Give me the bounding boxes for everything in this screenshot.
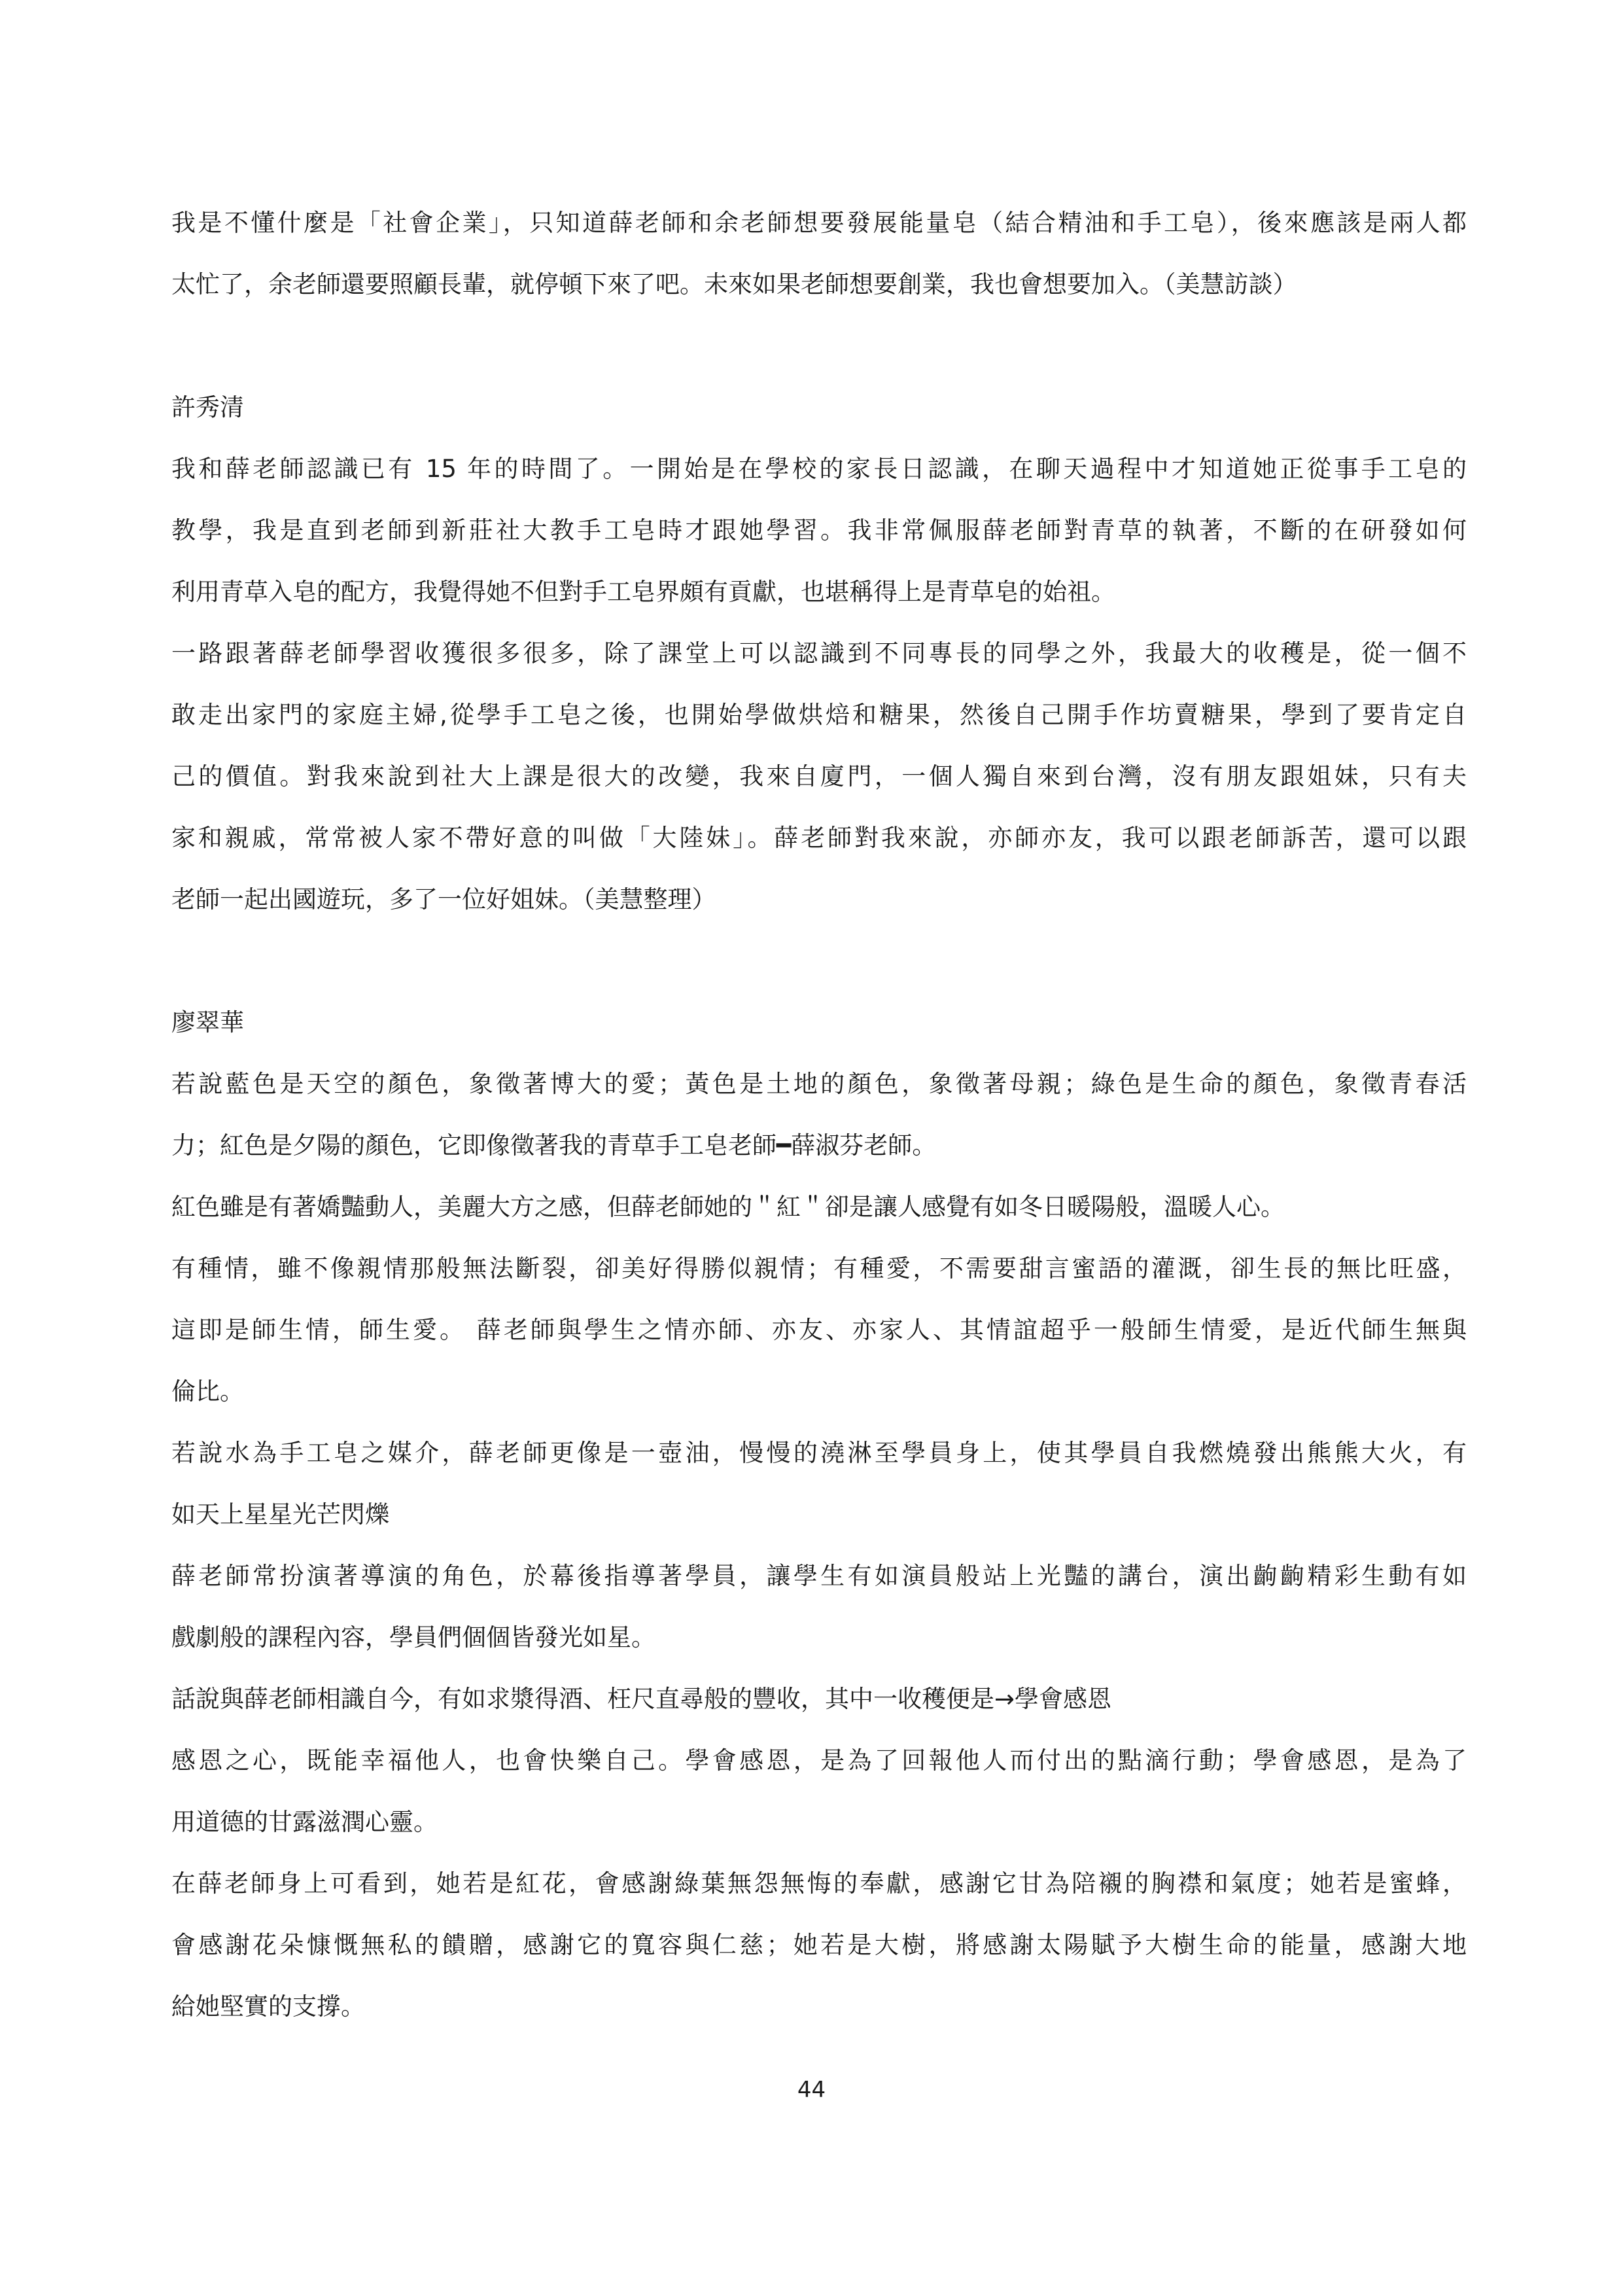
- paragraph-line: 如天上星星光芒閃爍: [171, 1500, 389, 1528]
- paragraph-line: 我是不懂什麼是「社會企業」，只知道薛老師和余老師想要發展能量皂（結合精油和手工皂），後來應該是兩人都: [171, 209, 1467, 237]
- paragraph-line: 會感謝花朵慷慨無私的饋贈，感謝它的寬容與仁慈；她若是大樹，將感謝太陽賦予大樹生命的能量，感謝大地: [171, 1931, 1467, 1959]
- paragraph-line: 若說水為手工皂之媒介，薛老師更像是一壺油，慢慢的澆淋至學員身上，使其學員自我燃燒發出熊熊大火，有: [171, 1439, 1467, 1467]
- section-spacer: [171, 329, 1467, 391]
- paragraph-line: 話說與薛老師相識自今，有如求漿得酒、枉尺直尋般的豐收，其中一收穫便是→學會感恩: [171, 1685, 1111, 1713]
- author-name: 廖翠華: [171, 1008, 244, 1036]
- section-liao-cuihua: [171, 1006, 1467, 2024]
- paragraph-line: 在薛老師身上可看到，她若是紅花，會感謝綠葉無怨無悔的奉獻，感謝它甘為陪襯的胸襟和氣度；她若是蜜蜂，: [171, 1869, 1467, 1898]
- paragraph-line: 給她堅實的支撐。: [171, 1992, 365, 2021]
- section-xu-xiuqing: [171, 391, 1467, 917]
- paragraph-line: 老師一起出國遊玩，多了一位好姐妹。（美慧整理）: [171, 885, 716, 913]
- paragraph-line: 感恩之心，既能幸福他人，也會快樂自己。學會感恩，是為了回報他人而付出的點滴行動；學會感恩，是為了: [171, 1746, 1467, 1775]
- paragraph-line: 若說藍色是天空的顏色，象徵著博大的愛；黃色是土地的顏色，象徵著母親；綠色是生命的顏色，象徵青春活: [171, 1070, 1467, 1098]
- page-number: 44: [797, 2077, 826, 2103]
- paragraph-line: 我和薛老師認識已有 15 年的時間了。一開始是在學校的家長日認識，在聊天過程中才知道她正從事手工皂的: [171, 455, 1467, 483]
- paragraph-line: 有種情，雖不像親情那般無法斷裂，卻美好得勝似親情；有種愛，不需要甜言蜜語的灌溉，卻生長的無比旺盛，: [171, 1254, 1467, 1282]
- paragraph-line: 用道德的甘露滋潤心靈。: [171, 1808, 438, 1836]
- paragraph-line: 敢走出家門的家庭主婦,從學手工皂之後，也開始學做烘焙和糖果，然後自己開手作坊賣糖果，學到了要肯定自: [171, 701, 1467, 729]
- paragraph-line: 太忙了，余老師還要照顧長輩，就停頓下來了吧。未來如果老師想要創業，我也會想要加入。（美慧訪談）: [171, 270, 1297, 298]
- page-body: [171, 206, 1467, 2051]
- section-interview-meihui: [171, 206, 1467, 302]
- paragraph-line: 薛老師常扮演著導演的角色，於幕後指導著學員，讓學生有如演員般站上光豔的講台，演出齣齣精彩生動有如: [171, 1562, 1467, 1590]
- paragraph-line: 這即是師生情，師生愛。 薛老師與學生之情亦師、亦友、亦家人、其情誼超乎一般師生情愛，是近代師生無與: [171, 1316, 1467, 1344]
- paragraph-line: 戲劇般的課程內容，學員們個個皆發光如星。: [171, 1623, 655, 1651]
- paragraph-line: 己的價值。對我來說到社大上課是很大的改變，我來自廈門，一個人獨自來到台灣，沒有朋友跟姐妹，只有夫: [171, 762, 1467, 790]
- author-name: 許秀清: [171, 393, 244, 421]
- paragraph-line: 力；紅色是夕陽的顏色，它即像徵著我的青草手工皂老師━薛淑芬老師。: [171, 1131, 937, 1159]
- paragraph-line: 倫比。: [171, 1377, 244, 1405]
- paragraph-line: 一路跟著薛老師學習收獲很多很多，除了課堂上可以認識到不同專長的同學之外，我最大的收穫是，從一個不: [171, 639, 1467, 667]
- paragraph-line: 紅色雖是有著嬌豔動人，美麗大方之感，但薛老師她的＂紅＂卻是讓人感覺有如冬日暖陽般，溫暖人心。: [171, 1193, 1285, 1221]
- paragraph-line: 家和親戚，常常被人家不帶好意的叫做「大陸妹」。薛老師對我來說，亦師亦友，我可以跟老師訴苦，還可以跟: [171, 824, 1467, 852]
- section-spacer: [171, 944, 1467, 1006]
- paragraph-line: 教學，我是直到老師到新莊社大教手工皂時才跟她學習。我非常佩服薛老師對青草的執著，不斷的在研發如何: [171, 516, 1467, 544]
- paragraph-line: 利用青草入皂的配方，我覺得她不但對手工皂界頗有貢獻，也堪稱得上是青草皂的始祖。: [171, 578, 1115, 606]
